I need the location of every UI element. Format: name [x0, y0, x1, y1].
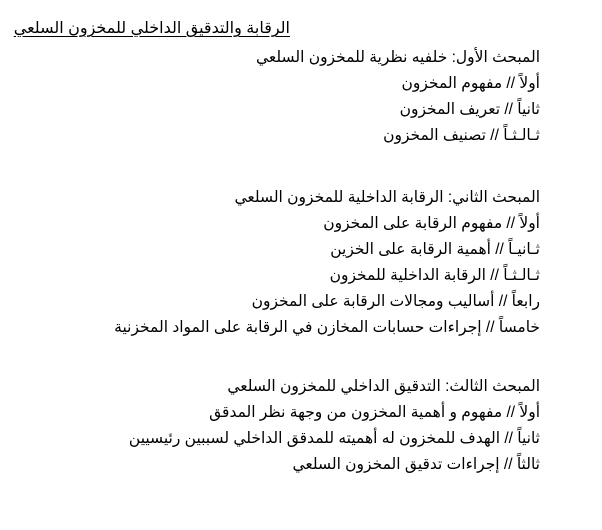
section-2-item: ثـانيـاً // أهمية الرقابة على الخزين — [330, 241, 540, 258]
section-1-item: ثـالـثـاً // تصنيف المخزون — [383, 127, 540, 144]
section-3-heading: المبحث الثالث: التدقيق الداخلي للمخزون السلعي — [227, 378, 540, 395]
section-3-item: أولاً // مفهوم و أهمية المخزون من وجهة نظر المدقق — [209, 404, 540, 421]
section-2-heading: المبحث الثاني: الرقابة الداخلية للمخزون السلعي — [234, 189, 540, 206]
section-3-item: ثالثاً // إجراءات تدقيق المخزون السلعي — [292, 456, 540, 473]
section-2-item: أولاً // مفهوم الرقابة على المخزون — [323, 215, 540, 232]
section-3-item: ثانياً // الهدف للمخزون له أهميته للمدقق الداخلي لسببين رئيسيين — [128, 430, 540, 447]
section-1-item: ثانياً // تعريف المخزون — [399, 101, 540, 118]
section-1-heading: المبحث الأول: خلفيه نظرية للمخزون السلعي — [256, 49, 540, 66]
document-title: الرقابة والتدقيق الداخلي للمخزون السلعي — [13, 20, 290, 37]
section-2-item: خامساً // إجراءات حسابات المخازن في الرقابة على المواد المخزنية — [114, 319, 540, 336]
section-2-item: رابعاً // أساليب ومجالات الرقابة على المخزون — [251, 293, 540, 310]
section-1-item: أولاً // مفهوم المخزون — [401, 75, 540, 92]
section-2-item: ثـالـثـاً // الرقابة الداخلية للمخزون — [329, 267, 540, 284]
